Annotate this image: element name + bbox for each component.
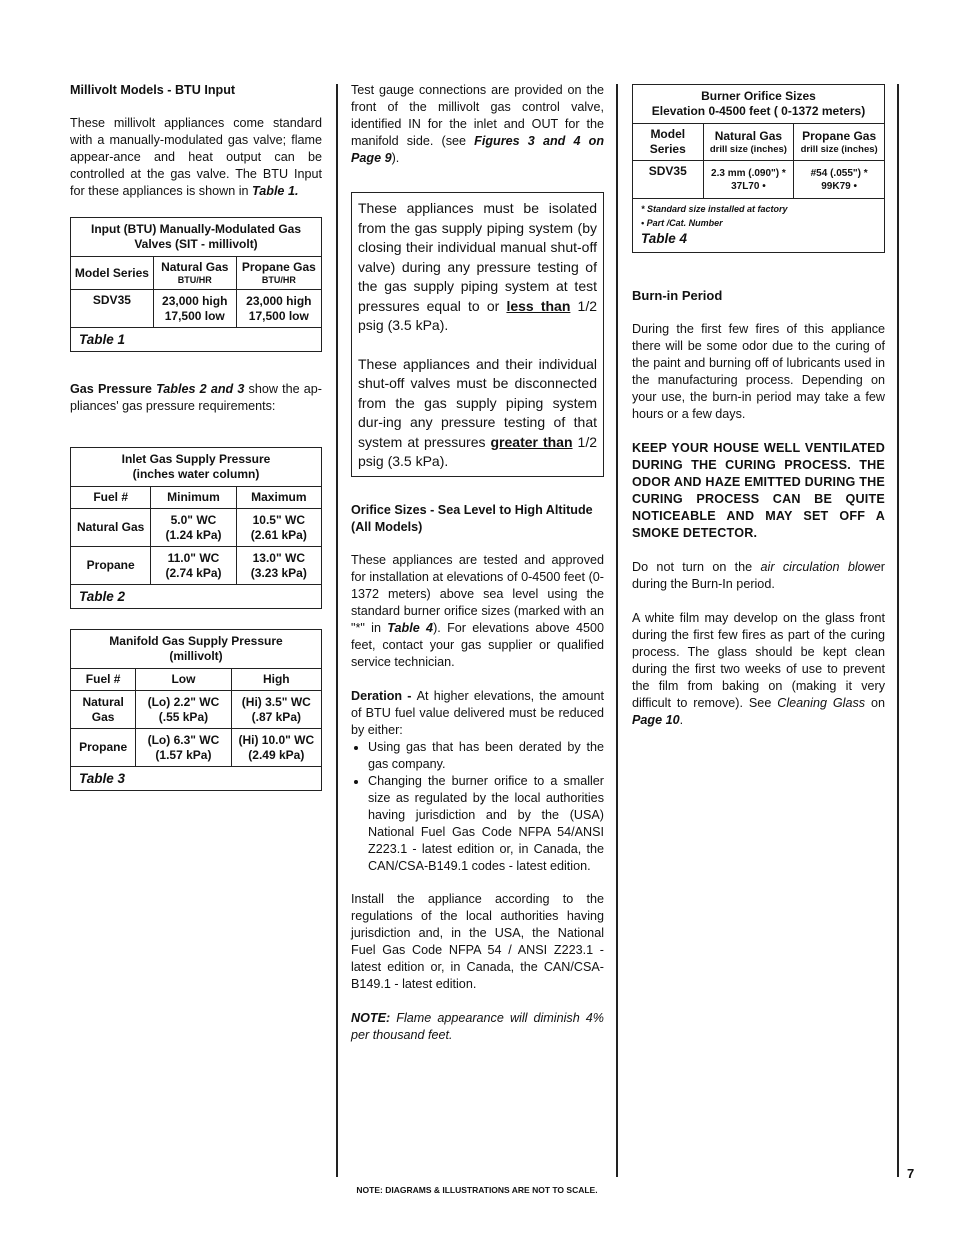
footnote: • Part /Cat. Number bbox=[641, 218, 723, 228]
text: ). bbox=[391, 151, 400, 165]
text: Flame appearance will diminish 4% per thousand feet. bbox=[351, 1010, 604, 1042]
table-footnote-cell bbox=[633, 199, 885, 253]
cell-line: (2.74 kPa) bbox=[165, 565, 222, 580]
title-line: (inches water column) bbox=[132, 467, 260, 481]
label: NOTE: bbox=[351, 1010, 391, 1025]
cell-line: (Lo) 6.3" WC bbox=[147, 732, 220, 747]
cell-line: Natural bbox=[82, 694, 124, 709]
table-header: Maximum bbox=[236, 487, 321, 509]
table-title: Input (BTU) Manually-Modulated Gas Valves (SIT - millivolt) bbox=[71, 218, 322, 257]
emphasis: Cleaning Glass bbox=[777, 696, 866, 710]
table-header bbox=[153, 257, 236, 290]
text: At higher elevations, the amount of BTU fuel value delivered must be reduced by either: bbox=[351, 688, 604, 737]
header-label: Propane Gas bbox=[802, 129, 877, 143]
table-3 bbox=[70, 629, 322, 791]
table-header: Model Series bbox=[633, 124, 704, 161]
cell-line: 23,000 high bbox=[246, 293, 312, 308]
table-title bbox=[71, 448, 322, 487]
cell-line: 5.0" WC bbox=[170, 512, 217, 527]
cell-line: 11.0" WC bbox=[167, 550, 220, 565]
table-title bbox=[633, 85, 885, 124]
list-item: • Changing the burner orifice to a smaller size as regulated by the local authorities having jurisdiction and by the (USA) National Fuel Gas Code NFPA 54/ANSI Z223.1 - latest edition or, in Canada, the CAN/CSA-B149.1 codes - latest edition. bbox=[368, 773, 604, 875]
table-header: Model Series bbox=[71, 257, 154, 290]
figure-ref: Figures 3 and 4 on Page 9 bbox=[351, 134, 605, 165]
isolation-notice-box bbox=[351, 192, 604, 477]
text: show the ap-pliances' gas pressure requirements: bbox=[70, 382, 323, 413]
title-line: Elevation 0-4500 feet ( 0-1372 meters) bbox=[651, 104, 866, 118]
table-cell bbox=[151, 509, 236, 547]
table-header bbox=[703, 124, 794, 161]
table-cell bbox=[231, 729, 321, 767]
text: These millivolt appliances come standard with a manually-modulated gas valve; flame appear-ance and heat output can be controlled at the gas valve. The BTU Input for these appliances is shown in bbox=[70, 116, 322, 198]
table-title bbox=[71, 630, 322, 669]
text: on bbox=[865, 696, 886, 710]
gauge-paragraph bbox=[351, 82, 604, 167]
table-header: Low bbox=[136, 669, 231, 691]
table-caption: Table 4 bbox=[641, 231, 688, 246]
white-film-paragraph bbox=[632, 610, 885, 729]
text: 1/2 psig (3.5 kPa). bbox=[358, 297, 597, 333]
text: A white film may develop on the glass front during the first few fires as part of the curing process. The glass should be kept clean during the first two weeks of use to prevent the film from baking on (making it very difficult to remove). See bbox=[632, 611, 885, 710]
heading-line: Orifice Sizes - Sea Level to High Altitude bbox=[351, 502, 593, 517]
header-unit: BTU/HR bbox=[261, 275, 296, 285]
cell-line: (Lo) 2.2" WC bbox=[147, 694, 220, 709]
cell-line: 13.0" WC bbox=[252, 550, 305, 565]
table-cell bbox=[236, 547, 321, 585]
cell-line: Gas bbox=[91, 709, 115, 724]
cell-line: 23,000 high bbox=[162, 293, 228, 308]
heading-line: (All Models) bbox=[351, 519, 423, 534]
footer-note: NOTE: DIAGRAMS & ILLUSTRATIONS ARE NOT TO SCALE. bbox=[356, 1185, 598, 1195]
cell-line: (.55 kPa) bbox=[158, 709, 209, 724]
table-cell bbox=[794, 161, 885, 199]
cell-line: (1.57 kPa) bbox=[155, 747, 212, 762]
header-unit: drill size (inches) bbox=[709, 144, 787, 155]
list-item: • Using gas that has been derated by the gas company. bbox=[368, 739, 604, 773]
table-cell: Natural Gas bbox=[71, 509, 151, 547]
cell-line: #54 (.055") * bbox=[810, 167, 868, 179]
table-header: Fuel # bbox=[71, 487, 151, 509]
text: ). For elevations above 4500 feet, contact your gas supplier or qualified service technician. bbox=[351, 620, 604, 669]
table-cell bbox=[231, 691, 321, 729]
install-paragraph: Install the appliance according to the regulations of the local authorities having jurisdiction and, in the USA, the National Fuel Gas Code NFPA 54 / ANSI Z223.1 - latest edition or, in Canada, the CAN/CSA-B149.1 - latest edition. bbox=[351, 891, 604, 991]
column-right bbox=[632, 82, 885, 729]
table-caption: Table 2 bbox=[71, 585, 322, 609]
notice-paragraph bbox=[358, 199, 597, 336]
cell-line: (3.23 kPa) bbox=[250, 565, 307, 580]
table-header: Fuel # bbox=[71, 669, 136, 691]
column-rule bbox=[897, 84, 899, 1177]
cell-line: 17,500 low bbox=[164, 308, 225, 323]
table-cell: SDV35 bbox=[71, 290, 154, 328]
cell-line: (1.24 kPa) bbox=[165, 527, 222, 542]
table-1 bbox=[70, 217, 322, 352]
section-heading-orifice bbox=[351, 502, 604, 536]
cell-line: 99K79 • bbox=[821, 180, 857, 192]
orifice-paragraph bbox=[351, 552, 604, 671]
title-line: Burner Orifice Sizes bbox=[701, 89, 816, 103]
table-header bbox=[236, 257, 321, 290]
column-middle bbox=[351, 82, 604, 1044]
table-ref: Table 1. bbox=[252, 184, 299, 198]
text: Test gauge connections are provided on the front of the millivolt gas control valve, identified IN for the inlet and OUT for the manifold side. (see bbox=[351, 83, 604, 148]
ventilation-warning: KEEP YOUR HOUSE WELL VENTILATED DURING THE CURING PROCESS. THE ODOR AND HAZE EMITTED DURING THE CURING PROCESS CAN BE QUITE NOTICEABLE AND MAY SET OFF A SMOKE DETECTOR. bbox=[632, 441, 885, 540]
cell-line: (2.61 kPa) bbox=[250, 527, 307, 542]
title-line: Inlet Gas Supply Pressure bbox=[121, 452, 271, 466]
header-unit: BTU/HR bbox=[177, 275, 212, 285]
emphasis: greater than bbox=[490, 433, 573, 450]
column-rule bbox=[616, 84, 618, 1177]
footnote: * Standard size installed at factory bbox=[641, 204, 788, 214]
text: Do not turn on the bbox=[632, 560, 761, 574]
emphasis: less than bbox=[506, 297, 571, 314]
table-ref: Tables 2 and 3 bbox=[156, 382, 245, 396]
gas-pressure-paragraph bbox=[70, 381, 322, 415]
header-label: Natural Gas bbox=[714, 129, 783, 143]
table-cell bbox=[71, 691, 136, 729]
label: Gas Pressure bbox=[70, 382, 157, 396]
text: These appliances must be isolated from the gas supply piping system (by closing their individual manual shut-off valve) during any pressure testing of the gas supply piping system at test pressures equal to or bbox=[358, 200, 597, 314]
header-label: Propane Gas bbox=[241, 260, 316, 274]
note-paragraph bbox=[351, 1010, 604, 1044]
table-cell bbox=[236, 290, 321, 328]
table-cell: SDV35 bbox=[633, 161, 704, 199]
millivolt-paragraph bbox=[70, 115, 322, 200]
table-cell bbox=[703, 161, 794, 199]
cell-line: (Hi) 10.0" WC bbox=[238, 732, 315, 747]
page-number: 7 bbox=[907, 1166, 915, 1181]
text: 1/2 psig (3.5 kPa). bbox=[358, 433, 597, 469]
text: . bbox=[679, 713, 684, 727]
table-caption: Table 1 bbox=[71, 328, 322, 352]
page-ref: Page 10 bbox=[632, 713, 680, 727]
section-heading-millivolt: Millivolt Models - BTU Input bbox=[70, 83, 236, 97]
burnin-paragraph: During the first few fires of this appliance there will be some odor due to the curing of the paint and burning off of lubricants used in the manufacturing process. Depending on your use, the burn-in period may take a few hours or a few days. bbox=[632, 322, 885, 421]
table-header: Minimum bbox=[151, 487, 236, 509]
table-cell bbox=[136, 729, 231, 767]
table-cell bbox=[136, 691, 231, 729]
header-unit: drill size (inches) bbox=[800, 144, 878, 155]
table-cell bbox=[153, 290, 236, 328]
table-4 bbox=[632, 84, 885, 253]
title-line: Manifold Gas Supply Pressure bbox=[109, 634, 283, 648]
notice-paragraph bbox=[358, 355, 597, 472]
cell-line: 37L70 • bbox=[731, 180, 766, 192]
table-header: High bbox=[231, 669, 321, 691]
blower-paragraph bbox=[632, 559, 885, 593]
column-left bbox=[70, 82, 322, 791]
header-label: Natural Gas bbox=[161, 260, 229, 274]
cell-line: (.87 kPa) bbox=[251, 709, 301, 724]
cell-line: (2.49 kPa) bbox=[248, 747, 305, 762]
table-cell bbox=[151, 547, 236, 585]
title-line: (millivolt) bbox=[169, 649, 223, 663]
text: r during the Burn-In period. bbox=[632, 560, 885, 591]
table-caption: Table 3 bbox=[71, 767, 322, 791]
table-header bbox=[794, 124, 885, 161]
section-heading-burnin: Burn-in Period bbox=[632, 288, 723, 303]
cell-line: 2.3 mm (.090") * bbox=[711, 167, 786, 179]
table-cell bbox=[236, 509, 321, 547]
text: These appliances are tested and approved for installation at elevations of 0-4500 feet (0-1372 meters) above sea level using the standard burner orifice sizes (marked with an "*" in bbox=[351, 552, 604, 635]
cell-line: 10.5" WC bbox=[252, 512, 305, 527]
cell-line: 17,500 low bbox=[248, 308, 309, 323]
table-cell: Propane bbox=[71, 547, 151, 585]
cell-line: (Hi) 3.5" WC bbox=[241, 694, 311, 709]
table-2 bbox=[70, 447, 322, 609]
deration-paragraph bbox=[351, 688, 604, 739]
text: These appliances and their individual shut-off valves must be disconnected from the gas supply piping system dur-ing any pressure testing of that system at pressures bbox=[358, 355, 597, 450]
table-ref: Table 4 bbox=[387, 620, 434, 635]
emphasis: air circulation blowe bbox=[760, 560, 881, 574]
deration-list bbox=[351, 739, 604, 875]
column-rule bbox=[336, 84, 338, 1177]
table-cell: Propane bbox=[71, 729, 136, 767]
label: Deration - bbox=[351, 688, 417, 703]
